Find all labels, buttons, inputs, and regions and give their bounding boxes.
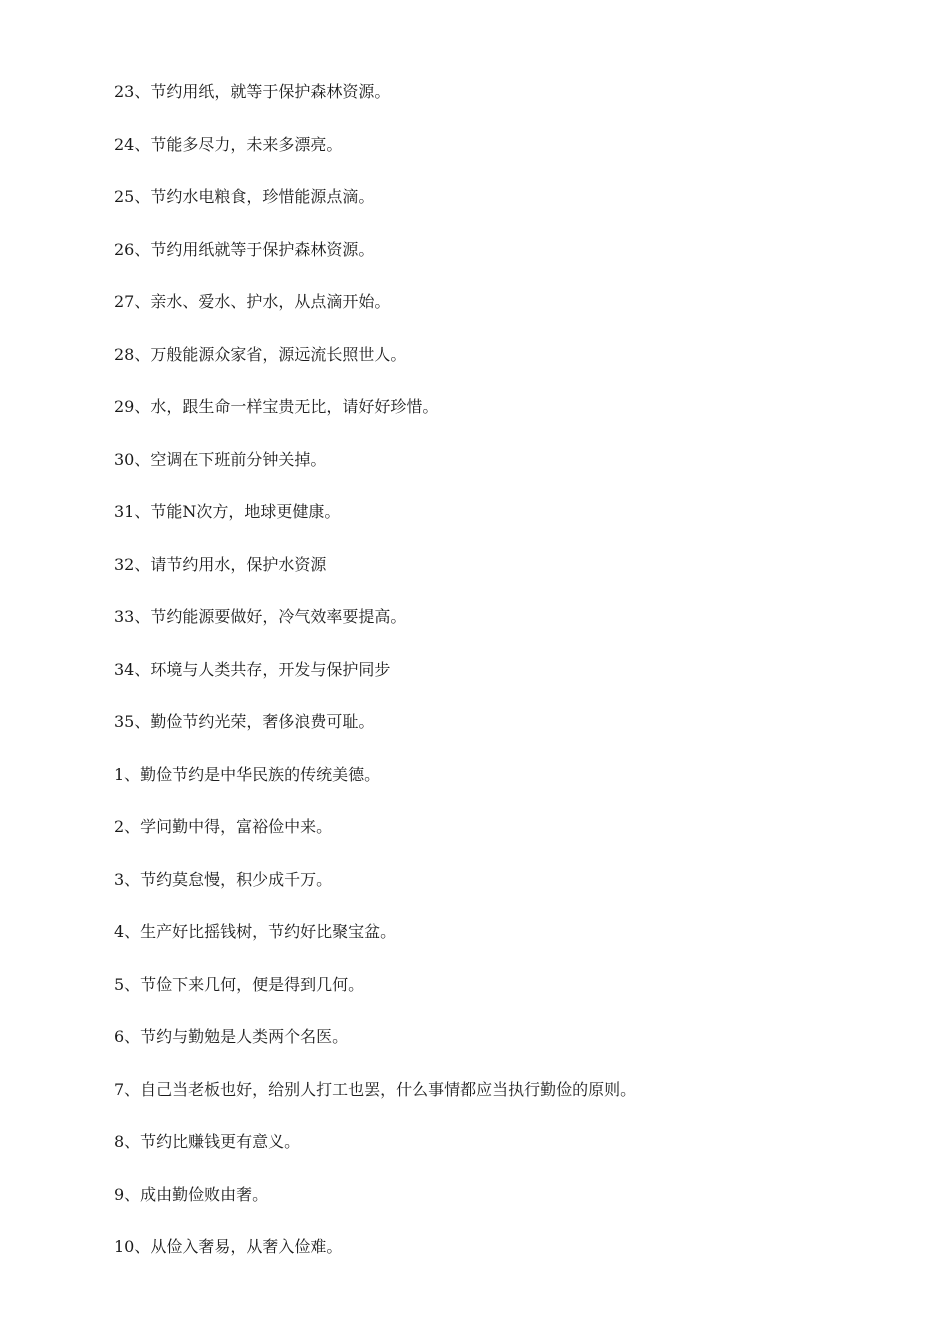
list-item: 35、勤俭节约光荣，奢侈浪费可耻。 [114,712,375,731]
list-item: 8、节约比赚钱更有意义。 [114,1132,301,1151]
list-item: 3、节约莫怠慢，积少成千万。 [114,869,333,889]
list-item: 4、生产好比摇钱树，节约好比聚宝盆。 [114,922,397,941]
list-item: 5、节俭下来几何，便是得到几何。 [114,974,365,994]
list-item: 29、水，跟生命一样宝贵无比，请好好珍惜。 [114,397,439,416]
list-item: 30、空调在下班前分钟关掉。 [114,449,327,469]
list-item: 26、节约用纸就等于保护森林资源。 [114,239,375,259]
list-item: 2、学问勤中得，富裕俭中来。 [114,817,333,836]
list-item: 27、亲水、爱水、护水，从点滴开始。 [114,292,391,311]
list-item: 33、节约能源要做好，冷气效率要提高。 [114,607,407,626]
list-item: 25、节约水电粮食，珍惜能源点滴。 [114,187,375,206]
list-item: 24、节能多尽力，未来多漂亮。 [114,134,343,154]
list-item: 10、从俭入奢易，从奢入俭难。 [114,1237,343,1256]
list-item: 31、节能N次方，地球更健康。 [114,502,341,521]
slogan-list [114,80,636,1288]
list-item: 32、请节约用水，保护水资源 [114,554,327,574]
list-item: 7、自己当老板也好，给别人打工也罢，什么事情都应当执行勤俭的原则。 [114,1079,637,1099]
list-item: 28、万般能源众家省，源远流长照世人。 [114,344,407,364]
list-item: 6、节约与勤勉是人类两个名医。 [114,1027,349,1046]
list-item: 1、勤俭节约是中华民族的传统美德。 [114,764,381,784]
list-item: 23、节约用纸，就等于保护森林资源。 [114,82,391,101]
list-item: 34、环境与人类共存，开发与保护同步 [114,659,391,679]
list-item: 9、成由勤俭败由奢。 [114,1184,269,1204]
